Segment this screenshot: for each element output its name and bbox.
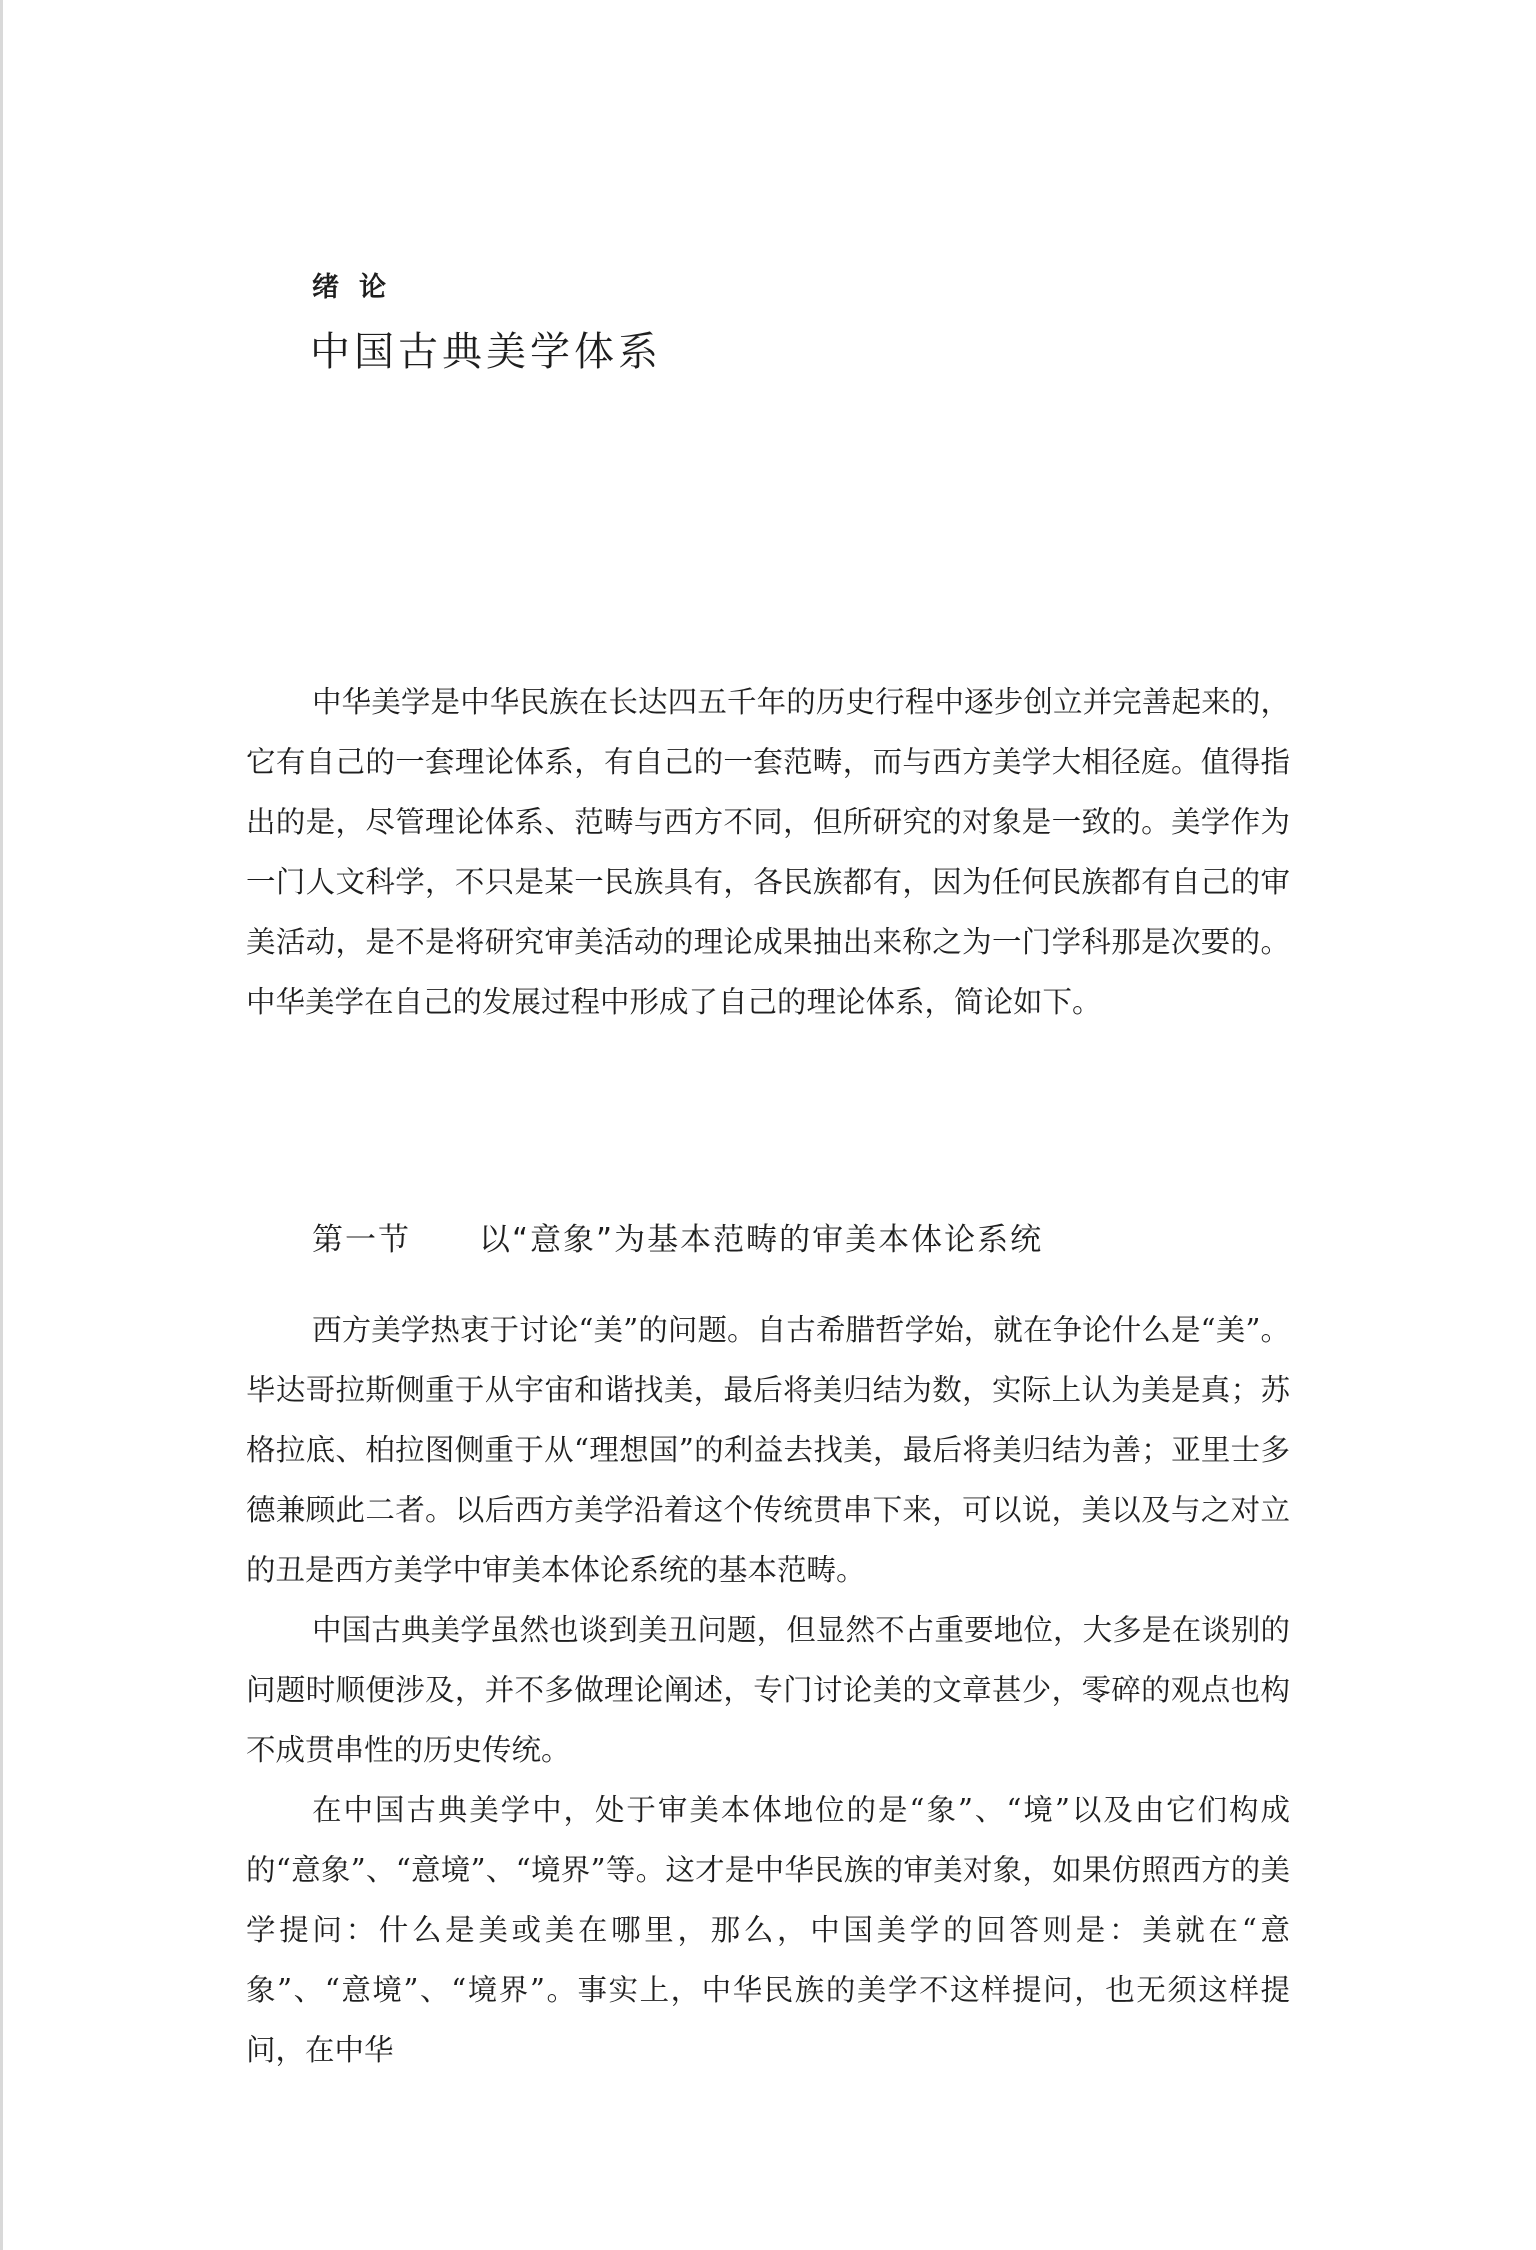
chapter-title: 中国古典美学体系 [310, 329, 662, 375]
intro-paragraph: 中华美学是中华民族在长达四五千年的历史行程中逐步创立并完善起来的，它有自己的一套理论体系，有自己的一套范畴，而与西方美学大相径庭。值得指出的是，尽管理论体系、范畴与西方不同，但所研究的对象是一致的。美学作为一门人文科学，不只是某一民族具有，各民族都有，因为任何民族都有自己的审美活动，是不是将研究审美活动的理论成果抽出来称之为一门学科那是次要的。中华美学在自己的发展过程中形成了自己的理论体系，简论如下。 [246, 685, 1290, 1019]
body-paragraph-2: 中国古典美学虽然也谈到美丑问题，但显然不占重要地位，大多是在谈别的问题时顺便涉及，并不多做理论阐述，专门讨论美的文章甚少，零碎的观点也构不成贯串性的历史传统。 [246, 1613, 1290, 1767]
intro-text [246, 672, 1290, 1032]
chapter-label: 绪论 [312, 272, 406, 303]
section-number: 第一节 [312, 1222, 411, 1258]
section-body [246, 1300, 1290, 2080]
section-title: 以“意象”为基本范畴的审美本体论系统 [479, 1222, 1044, 1258]
body-paragraph-3: 在中国古典美学中，处于审美本体地位的是“象”、“境”以及由它们构成的“意象”、“意境”、“境界”等。这才是中华民族的审美对象，如果仿照西方的美学提问：什么是美或美在哪里，那么，中国美学的回答则是：美就在“意象”、“意境”、“境界”。事实上，中华民族的美学不这样提问，也无须这样提问，在中华 [246, 1793, 1290, 2067]
body-paragraph-1: 西方美学热衷于讨论“美”的问题。自古希腊哲学始，就在争论什么是“美”。毕达哥拉斯侧重于从宇宙和谐找美，最后将美归结为数，实际上认为美是真；苏格拉底、柏拉图侧重于从“理想国”的利益去找美，最后将美归结为善；亚里士多德兼顾此二者。以后西方美学沿着这个传统贯串下来，可以说，美以及与之对立的丑是西方美学中审美本体论系统的基本范畴。 [246, 1313, 1290, 1587]
section-heading [312, 1216, 1043, 1264]
page-edge [0, 0, 3, 2250]
